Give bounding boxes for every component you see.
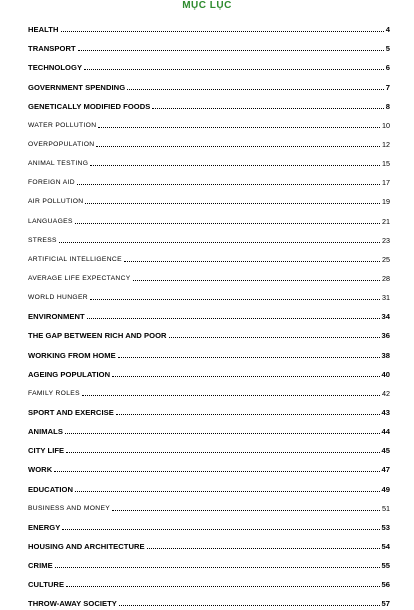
- toc-entry[interactable]: [28, 476, 390, 495]
- toc-entry-page-number: 7: [385, 82, 390, 92]
- toc-entry-label: WATER POLLUTION: [28, 121, 97, 129]
- toc-dot-leader: [124, 261, 380, 262]
- toc-entry-page-number: 56: [381, 580, 390, 590]
- toc-entry-page-number: 8: [385, 101, 390, 111]
- toc-entry-page-number: 25: [382, 254, 390, 264]
- toc-entry-page-number: 54: [381, 541, 390, 551]
- toc-entry[interactable]: [28, 591, 390, 610]
- toc-entry[interactable]: [28, 457, 390, 476]
- toc-entry-page-number: 49: [381, 484, 390, 494]
- toc-entry-label: OVERPOPULATION: [28, 140, 95, 148]
- toc-dot-leader: [87, 318, 380, 319]
- toc-entry-label: AGEING POPULATION: [28, 369, 111, 379]
- toc-dot-leader: [62, 529, 379, 530]
- toc-entry-page-number: 57: [381, 599, 390, 609]
- toc-entry[interactable]: [28, 285, 390, 304]
- toc-entry-label: FAMILY ROLES: [28, 389, 80, 397]
- toc-entry[interactable]: [28, 74, 390, 93]
- toc-entry[interactable]: [28, 534, 390, 553]
- toc-entry-label: STRESS: [28, 236, 57, 244]
- toc-entry-label: CULTURE: [28, 580, 65, 590]
- toc-entry-label: FOREIGN AID: [28, 179, 75, 187]
- toc-entry-label: THE GAP BETWEEN RICH AND POOR: [28, 331, 167, 341]
- toc-dot-leader: [169, 337, 380, 338]
- toc-entry[interactable]: [28, 189, 390, 208]
- toc-entry-page-number: 47: [381, 465, 390, 475]
- toc-entry-label: HOUSING AND ARCHITECTURE: [28, 541, 145, 551]
- toc-entry-page-number: 21: [382, 216, 390, 226]
- toc-entry[interactable]: [28, 572, 390, 591]
- toc-dot-leader: [54, 471, 379, 472]
- toc-entry-label: HEALTH: [28, 25, 59, 35]
- toc-entry[interactable]: [28, 323, 390, 342]
- toc-dot-leader: [133, 280, 380, 281]
- toc-entry[interactable]: [28, 400, 390, 419]
- toc-dot-leader: [61, 31, 384, 32]
- toc-entry-page-number: 15: [382, 159, 390, 169]
- toc-entry-label: CRIME: [28, 561, 53, 571]
- toc-entry[interactable]: [28, 496, 390, 515]
- toc-entry[interactable]: [28, 247, 390, 266]
- toc-entry[interactable]: [28, 55, 390, 74]
- toc-dot-leader: [90, 299, 380, 300]
- toc-entry[interactable]: [28, 228, 390, 247]
- toc-entry-page-number: 4: [385, 25, 390, 35]
- toc-entry[interactable]: [28, 208, 390, 227]
- toc-entry-label: AIR POLLUTION: [28, 198, 84, 206]
- toc-dot-leader: [75, 223, 380, 224]
- toc-dot-leader: [75, 491, 380, 492]
- toc-entry-label: TRANSPORT: [28, 44, 76, 54]
- toc-dot-leader: [98, 127, 380, 128]
- toc-entry[interactable]: [28, 113, 390, 132]
- toc-entry[interactable]: [28, 266, 390, 285]
- toc-dot-leader: [65, 433, 380, 434]
- toc-dot-leader: [82, 395, 380, 396]
- toc-entry-label: WORK: [28, 465, 53, 475]
- toc-entry[interactable]: [28, 342, 390, 361]
- toc-entry-page-number: 51: [382, 503, 390, 513]
- toc-entry-label: EDUCATION: [28, 484, 74, 494]
- toc-entry-page-number: 23: [382, 235, 390, 245]
- toc-entry-label: LANGUAGES: [28, 217, 73, 225]
- toc-dot-leader: [119, 605, 380, 606]
- toc-entry-page-number: 17: [382, 178, 390, 188]
- toc-entry-label: THROW-AWAY SOCIETY: [28, 599, 117, 609]
- toc-dot-leader: [127, 89, 384, 90]
- toc-entry-page-number: 34: [381, 312, 390, 322]
- toc-entry-label: WORKING FROM HOME: [28, 350, 116, 360]
- toc-entry-label: ENVIRONMENT: [28, 312, 85, 322]
- toc-entry-label: TECHNOLOGY: [28, 63, 83, 73]
- toc-dot-leader: [112, 510, 380, 511]
- toc-entry-label: BUSINESS AND MONEY: [28, 504, 111, 512]
- toc-entry-page-number: 5: [385, 44, 390, 54]
- toc-entry[interactable]: [28, 36, 390, 55]
- toc-dot-leader: [112, 376, 379, 377]
- toc-entry[interactable]: [28, 151, 390, 170]
- toc-entry-page-number: 12: [382, 139, 390, 149]
- toc-entry-label: AVERAGE LIFE EXPECTANCY: [28, 274, 131, 282]
- toc-dot-leader: [152, 108, 383, 109]
- toc-entry-label: GENETICALLY MODIFIED FOODS: [28, 101, 151, 111]
- toc-entry-page-number: 36: [381, 331, 390, 341]
- toc-entry-page-number: 31: [382, 293, 390, 303]
- toc-entry-label: ANIMALS: [28, 427, 63, 437]
- toc-dot-leader: [84, 69, 384, 70]
- toc-entry-page-number: 53: [381, 522, 390, 532]
- toc-entry[interactable]: [28, 419, 390, 438]
- toc-entry-page-number: 42: [382, 388, 390, 398]
- toc-entry-page-number: 10: [382, 120, 390, 130]
- toc-dot-leader: [90, 165, 380, 166]
- toc-dot-leader: [147, 548, 380, 549]
- toc-entry[interactable]: [28, 17, 390, 36]
- toc-entry-label: GOVERNMENT SPENDING: [28, 82, 126, 92]
- toc-entry[interactable]: [28, 438, 390, 457]
- toc-entry-page-number: 44: [381, 427, 390, 437]
- toc-entry-page-number: 28: [382, 273, 390, 283]
- toc-entry-label: CITY LIFE: [28, 446, 65, 456]
- toc-entry-page-number: 45: [381, 446, 390, 456]
- toc-dot-leader: [66, 452, 379, 453]
- toc-list: [28, 17, 390, 610]
- toc-entry[interactable]: [28, 170, 390, 189]
- toc-entry-page-number: 43: [381, 407, 390, 417]
- toc-entry-label: ENERGY: [28, 522, 61, 532]
- toc-entry-page-number: 6: [385, 63, 390, 73]
- toc-entry[interactable]: [28, 132, 390, 151]
- toc-entry-page-number: 38: [381, 350, 390, 360]
- toc-dot-leader: [85, 203, 380, 204]
- toc-entry-label: ANIMAL TESTING: [28, 160, 89, 168]
- toc-dot-leader: [55, 567, 380, 568]
- toc-entry[interactable]: [28, 94, 390, 113]
- toc-dot-leader: [59, 242, 380, 243]
- toc-entry[interactable]: [28, 304, 390, 323]
- toc-entry-page-number: 19: [382, 197, 390, 207]
- toc-entry[interactable]: [28, 553, 390, 572]
- toc-dot-leader: [78, 50, 384, 51]
- toc-dot-leader: [118, 357, 380, 358]
- toc-entry-page-number: 55: [381, 561, 390, 571]
- toc-dot-leader: [77, 184, 380, 185]
- toc-entry[interactable]: [28, 381, 390, 400]
- toc-entry[interactable]: [28, 362, 390, 381]
- toc-dot-leader: [116, 414, 380, 415]
- toc-entry[interactable]: [28, 515, 390, 534]
- toc-title: MỤC LỤC: [182, 0, 232, 11]
- toc-dot-leader: [96, 146, 380, 147]
- toc-entry-label: SPORT AND EXERCISE: [28, 407, 114, 417]
- toc-entry-page-number: 40: [381, 369, 390, 379]
- toc-entry-label: ARTIFICIAL INTELLIGENCE: [28, 255, 122, 263]
- toc-entry-label: WORLD HUNGER: [28, 294, 88, 302]
- toc-dot-leader: [66, 586, 379, 587]
